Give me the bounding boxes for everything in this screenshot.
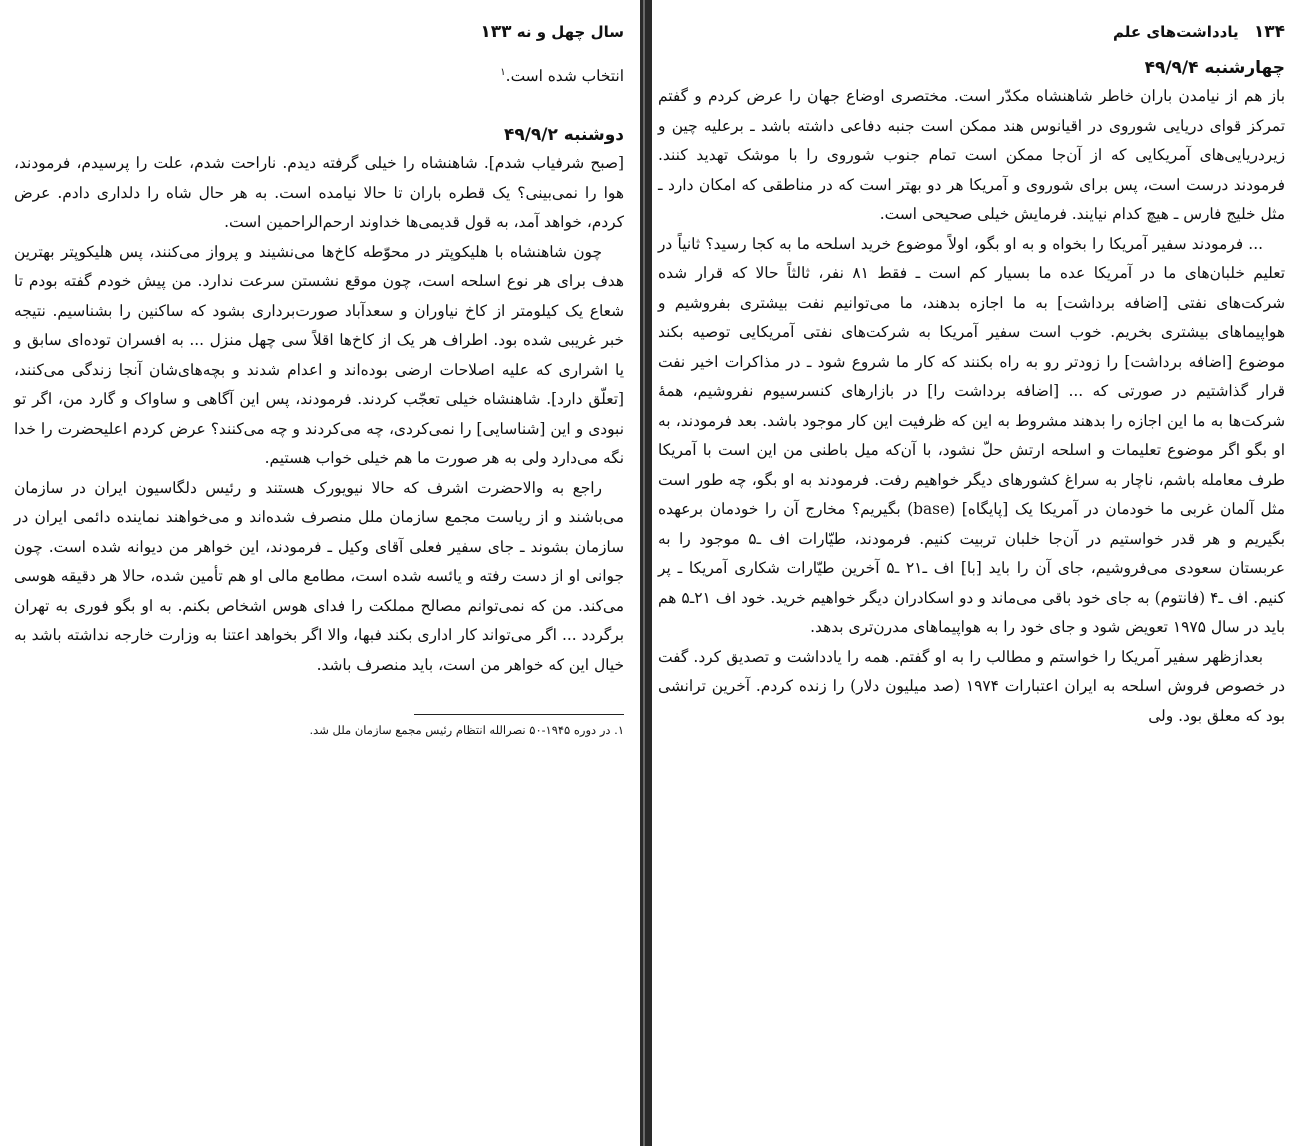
left-entry-date: دوشنبه ۴۹/۹/۲ bbox=[503, 125, 624, 146]
left-paragraph-1: [صبح شرفیاب شدم]. شاهنشاه را خیلی گرفته دیدم. ناراحت شدم، علت را پرسیدم، فرمودند، هوا را نمی‌بینی؟ یک قطره باران تا حالا نیامده است. به هر حال شاه را دلداری دادم. عرض کردم، خواهد آمد، به قول قدیمی‌ها خداوند ارحم‌الراحمین است. bbox=[14, 154, 624, 232]
right-page bbox=[652, 0, 1293, 1146]
left-page-running-title bbox=[470, 22, 624, 42]
left-paragraph-2: چون شاهنشاه با هلیکوپتر در محوّطه کاخ‌ها می‌نشیند و پرواز می‌کنند، پس هلیکوپتر بهترین هدف برای هر نوع اسلحه است، چون موقع نشستن سرعت ندارد. من پیش خودم گفته بودم تا شعاع یک کیلومتر از کاخ نیاوران و سعدآباد صورت‌برداری بشود که ساکنین را بشناسیم. نتیجه خبر غریبی شده بود. اطراف هر یک از کاخ‌ها اقلاً سی چهل منزل ... به افسران توده‌ای سابق و یا اشراری که علیه اصلاحات ارضی بوده‌اند و اعدام شدند و بچه‌های‌شان آنجا زندگی می‌کنند، [تعلّق دارد]. شاهنشاه خیلی تعجّب کردند. فرمودند، پس این آگاهی و ساواک و گارد من، اگر تو نبودی و این [شناسایی] را نمی‌کردی، چه می‌کردند و چه می‌کنند؟ عرض کردم اعلیحضرت را خدا نگه می‌دارد ولی به هر صورت ما هم خیلی خواب هستیم. bbox=[14, 242, 624, 468]
left-page bbox=[0, 0, 640, 1146]
right-page-number: ۱۳۴ bbox=[1253, 22, 1285, 42]
right-entry-date: چهارشنبه ۴۹/۹/۴ bbox=[1144, 58, 1285, 78]
right-paragraph-1: باز هم از نیامدن باران خاطر شاهنشاه مکدّر است. مختصری اوضاع جهان را عرض کردم و گفتم تمرکز قوای دریایی شوروی در اقیانوس هند ممکن است جنبه دفاعی داشته باشد ـ برعلیه چین و زیردریایی‌های آمریکایی که از آن‌جا ممکن است تمام جنوب شوروی را با موشک تهدید کنند. فرمودند درست است، پس برای شوروی و آمریکا هر دو بهتر است که در مناطقی که امکان دارد ـ مثل خلیج فارس ـ هیچ کدام نیایند. فرمایش خیلی صحیحی است. bbox=[658, 87, 1285, 223]
right-page-header bbox=[658, 22, 1285, 46]
left-header-title: سال چهل و نه bbox=[516, 23, 624, 41]
left-paragraph-3: راجع به والاحضرت اشرف که حالا نیویورک هستند و رئیس دلگاسیون ایران در سازمان می‌باشند و از ریاست مجمع سازمان ملل منصرف شده‌اند و می‌خواهند نماینده دائمی ایران در سازمان بشوند ـ جای سفیر فعلی آقای وکیل ـ فرمودند، این خواهر من دیوانه شده است. چون جوانی او از دست رفته و یائسه شده است، مطامع مالی او هم تأمین شده، حالا هر دقیقه هوسی می‌کند. من که نمی‌توانم مصالح مملکت را فدای هوس اشخاص بکنم. به او بگو فوری به تهران برگردد ... اگر می‌تواند کار اداری بکند فبها، والا اگر بخواهد اعتنا به وزارت خارجه نداشته باشد به خیال این که خواهر من است، باید منصرف باشد. bbox=[14, 478, 624, 674]
left-page-number: ۱۳۳ bbox=[480, 22, 512, 42]
right-paragraph-2: ... فرمودند سفیر آمریکا را بخواه و به او بگو، اولاً موضوع خرید اسلحه ما به کجا رسید؟ ثانیاً در تعلیم خلبان‌های ما در آمریکا عده ما بسیار کم است ـ فقط ۸۱ نفر، ثالثاً حالا که قرار شده شرکت‌های نفتی [اضافه برداشت] به ما اجازه بدهند، ما می‌توانیم نفت بیشتری بفروشیم و هواپیماهای بیشتری بخریم. خوب است سفیر آمریکا به شرکت‌های نفتی آمریکایی توصیه بکند موضوع [اضافه برداشت] را زودتر رو به راه بکنند که کار ما شروع شود ـ در مذاکرات اخیر نفت قرار گذاشتیم در صورتی که ... [اضافه برداشت را] در بازارهای کنسرسیوم نفروشیم، همهٔ شرکت‌ها به ما این اجازه را بدهند مشروط به این که ظرفیت این کار موجود باشد. بعد فرمودند، به او بگو اگر موضوع تعلیمات و اسلحه ارتش حلّ نشود، با آن‌که میل باطنی من این است با آمریکا طرف معامله باشم، ناچار به سراغ کشورهای دیگر خواهیم رفت. فرمودند به او بگو، چه طور است مثل آلمان غربی ما خودمان در آمریکا یک [پایگاه] (base) بگیریم؟ مخارج آن را خودمان برعهده بگیریم و هر قدر خواستیم در آن‌جا خلبان تربیت کنیم. فرمودند، طیّارات اف ـ۵ موجود را به عربستان سعودی می‌فروشیم، جای آن را باید [با] اف ـ۲۱ ـ۵ آخرین طیّارات شکاری آمریکا ـ پر کنیم. اف ـ۴ (فانتوم) به جای خود باقی می‌ماند و دو اسکادران دیگر خواهیم خرید. خود اف ۲۱ـ۵ هم باید در سال ۱۹۷۵ تعویض شود و جای خود را به هواپیماهای مدرن‌تری بدهد. bbox=[658, 234, 1286, 636]
left-page-header bbox=[14, 22, 624, 46]
book-gutter bbox=[640, 0, 652, 1146]
left-opening-line bbox=[14, 58, 624, 91]
right-header-title: یادداشت‌های علم bbox=[1113, 23, 1239, 41]
opening-line-text: انتخاب شده است. bbox=[505, 67, 624, 86]
right-paragraph-3: بعدازظهر سفیر آمریکا را خواستم و مطالب را به او گفتم. همه را یادداشت و تصدیق کرد. گفت در خصوص فروش اسلحه به ایران اعتبارات ۱۹۷۴ (صد میلیون دلار) را زنده کردم. آخرین ترانشی بود که معلق بود. ولی bbox=[658, 647, 1285, 725]
footnote-divider bbox=[414, 714, 624, 715]
footnote-marker: ۱ bbox=[500, 67, 506, 78]
footnote-text: ۱. در دوره ۱۹۴۵-۵۰ نصرالله انتظام رئیس مجمع سازمان ملل شد. bbox=[309, 723, 624, 738]
right-page-running-title bbox=[1113, 22, 1285, 42]
